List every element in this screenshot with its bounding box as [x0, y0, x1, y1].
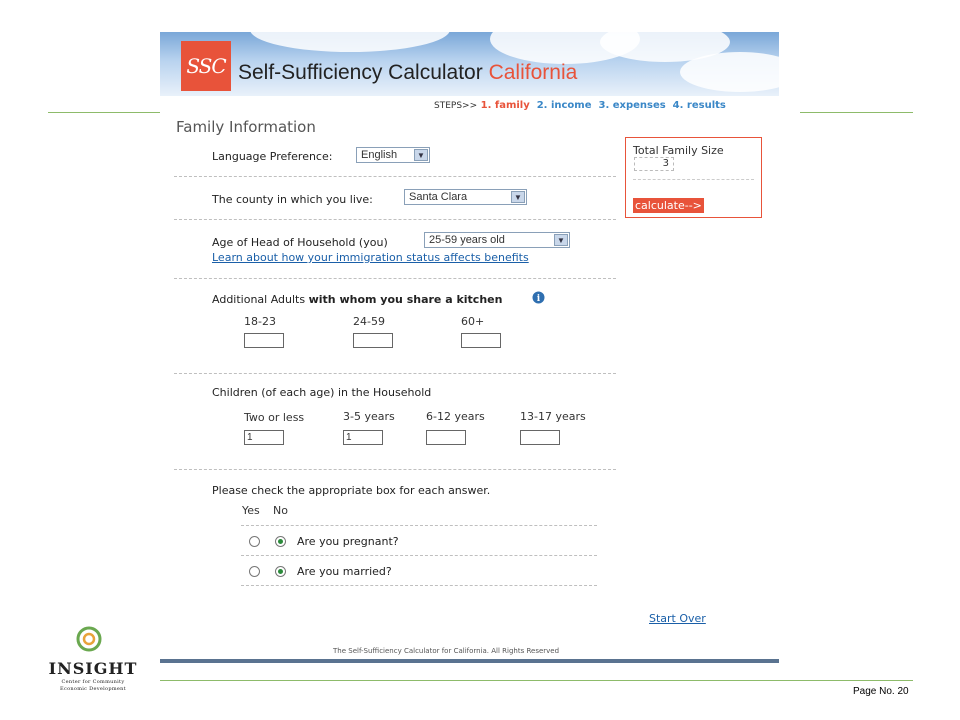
app-title-main: Self-Sufficiency Calculator [238, 61, 483, 84]
children-col-label: Two or less [244, 411, 305, 424]
step-results[interactable]: 4. results [672, 100, 726, 111]
step-expenses[interactable]: 3. expenses [598, 100, 666, 111]
insight-subtitle [47, 679, 139, 693]
header-rule-right [800, 112, 913, 113]
divider [241, 555, 597, 556]
divider [241, 525, 597, 526]
header-rule-left [48, 112, 160, 113]
insight-name: INSIGHT [48, 659, 138, 678]
yes-column-label: Yes [242, 504, 260, 517]
steps-nav [434, 100, 726, 111]
start-over-link[interactable]: Start Over [649, 612, 706, 625]
language-value: English [361, 149, 398, 161]
section-title: Family Information [176, 118, 316, 136]
chevron-down-icon: ▼ [554, 234, 568, 246]
ssc-logo-text: SSC [186, 54, 226, 78]
no-column-label: No [273, 504, 288, 517]
children-6-12-input[interactable] [426, 430, 466, 445]
footer-copyright: The Self-Sufficiency Calculator for California. All Rights Reserved [333, 647, 560, 655]
steps-label: STEPS>> [434, 101, 478, 111]
divider [174, 469, 616, 470]
county-select[interactable] [404, 189, 527, 205]
adults-col-label: 60+ [461, 315, 485, 328]
chevron-down-icon: ▼ [511, 191, 525, 203]
age-select[interactable] [424, 232, 570, 248]
ssc-logo[interactable] [181, 41, 231, 91]
divider [633, 179, 754, 180]
cloud [250, 32, 450, 52]
children-13-17-input[interactable] [520, 430, 560, 445]
step-family[interactable]: 1. family [480, 100, 530, 111]
county-value: Santa Clara [409, 191, 468, 203]
info-icon[interactable] [532, 291, 545, 304]
adults-col-label: 18-23 [244, 315, 276, 328]
app-title-state: California [488, 61, 578, 84]
language-select[interactable] [356, 147, 430, 163]
children-label: Children (of each age) in the Household [212, 386, 432, 399]
age-value: 25-59 years old [429, 234, 505, 246]
check-instruction: Please check the appropriate box for each answer. [212, 484, 491, 497]
age-label: Age of Head of Household (you) [212, 236, 388, 249]
insight-logo [47, 626, 139, 696]
adults-60-plus-input[interactable] [461, 333, 501, 348]
adults-label-bold: with whom you share a kitchen [308, 293, 503, 306]
children-3-5-input[interactable]: 1 [343, 430, 383, 445]
calculator-screenshot [160, 32, 779, 664]
footer-rule [160, 680, 913, 681]
adults-label-plain: Additional Adults [212, 293, 306, 306]
divider [174, 278, 616, 279]
total-family-size-value: 3 [634, 157, 674, 171]
married-no-radio[interactable] [275, 566, 286, 577]
pregnant-question: Are you pregnant? [297, 535, 399, 548]
children-two-or-less-input[interactable]: 1 [244, 430, 284, 445]
banner [160, 32, 779, 96]
page-number: Page No. 20 [853, 686, 909, 697]
language-label: Language Preference: [212, 150, 333, 163]
immigration-status-link[interactable]: Learn about how your immigration status affects benefits [212, 251, 529, 264]
married-question: Are you married? [297, 565, 392, 578]
adults-18-23-input[interactable] [244, 333, 284, 348]
app-title [238, 61, 577, 85]
insight-swirl-icon [76, 626, 102, 652]
adults-col-label: 24-59 [353, 315, 385, 328]
adults-label [212, 293, 502, 306]
pregnant-no-radio[interactable] [275, 536, 286, 547]
divider [174, 176, 616, 177]
county-label: The county in which you live: [212, 193, 373, 206]
children-col-label: 13-17 years [520, 410, 586, 423]
chevron-down-icon: ▼ [414, 149, 428, 161]
cloud [680, 52, 779, 92]
children-col-label: 3-5 years [343, 410, 395, 423]
divider [241, 585, 597, 586]
children-col-label: 6-12 years [426, 410, 485, 423]
pregnant-yes-radio[interactable] [249, 536, 260, 547]
family-size-panel [625, 137, 762, 218]
total-family-size-label: Total Family Size [633, 144, 724, 157]
svg-text:i: i [536, 294, 541, 304]
insight-subtitle-line: Center for Community [61, 679, 125, 685]
step-income[interactable]: 2. income [536, 100, 592, 111]
calculate-button[interactable]: calculate--> [635, 199, 702, 212]
insight-subtitle-line: Economic Development [60, 686, 126, 692]
divider [174, 373, 616, 374]
married-yes-radio[interactable] [249, 566, 260, 577]
footer-bar [160, 659, 779, 663]
divider [174, 219, 616, 220]
adults-24-59-input[interactable] [353, 333, 393, 348]
